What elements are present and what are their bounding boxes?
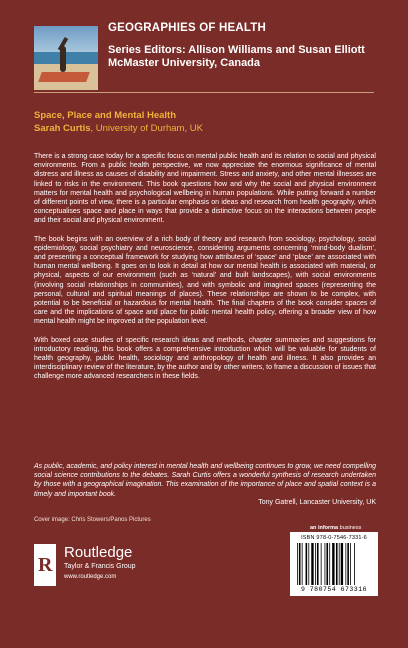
barcode-bar (325, 543, 326, 585)
barcode-bar (347, 543, 349, 585)
barcode-bar (354, 543, 355, 585)
author-affiliation: , University of Durham, UK (90, 123, 203, 134)
blurb-paragraph-1: There is a strong case today for a specific focus on mental public health and its relation to social and physical environments. From a public health perspective, we now appreciate the enormous significance of mental distress and illness as causes of disability and impairment. Stress and anxiety, and other mental illnesses are linked to risks in the environment. This book questions how and why the social and physical environment matters for mental health and psychological wellbeing in human populations. While putting forward a number of different points of view, there is a particular emphasis on ideas and research from health geography, which conceptualises space and place in ways that provide a distinctive focus on the interactions between people and their social and physical environment. (34, 153, 376, 225)
informa-brand: an informa (310, 525, 339, 531)
series-editors (108, 44, 398, 70)
barcode-bar (341, 543, 343, 585)
publisher-url: www.routledge.com (64, 574, 117, 580)
informa-suffix: business (339, 525, 362, 531)
barcode-icon (296, 543, 372, 585)
blurb-body (34, 152, 376, 391)
barcode-bar (306, 543, 308, 585)
author-name: Sarah Curtis (34, 123, 91, 134)
routledge-logo-icon (34, 544, 56, 586)
barcode-bar (302, 543, 303, 585)
publisher-name: Routledge (64, 544, 133, 561)
barcode-bar (326, 543, 328, 585)
barcode-panel (290, 532, 378, 596)
book-title: Space, Place and Mental Health (34, 110, 177, 121)
isbn-number: ISBN 978-0-7546-7331-6 (301, 535, 367, 541)
publisher-block (34, 544, 204, 596)
routledge-logo-letter: R (38, 554, 53, 576)
photo-sea (34, 52, 98, 64)
series-editors-line1: Series Editors: Allison Williams and Susan Elliott (108, 44, 365, 56)
barcode-bar (339, 543, 340, 585)
publisher-group: Taylor & Francis Group (64, 563, 136, 570)
barcode-bar (332, 543, 334, 585)
barcode-bar (311, 543, 313, 585)
photo-towel (38, 72, 90, 82)
barcode-bar (321, 543, 322, 585)
series-header (0, 14, 408, 92)
barcode-bar (308, 543, 309, 585)
cover-photo (34, 26, 98, 90)
barcode-bar (336, 543, 338, 585)
series-title: GEOGRAPHIES OF HEALTH (108, 22, 266, 34)
series-editors-line2: McMaster University, Canada (108, 57, 261, 69)
barcode-bar (315, 543, 316, 585)
header-divider (34, 92, 374, 93)
barcode-bar (297, 543, 298, 585)
barcode-bar (345, 543, 346, 585)
barcode-bar (329, 543, 330, 585)
photo-figure (60, 46, 66, 72)
barcode-bar (350, 543, 351, 585)
blurb-paragraph-2: The book begins with an overview of a rich body of theory and research from sociology, psychology, social epidemiology, social psychiatry and neuroscience, considering arguments concerning ‘mind-body dualism’, and presenting a conceptual framework for studying how attributes of ‘space’ and ‘place’ are associated with human mental wellbeing. It goes on to look in detail at how our mental health is associated with material, or physical, aspects of our environment (such as ‘natural’ and built landscapes), with social environments (involving social relationships in communities), and with symbolic and imagined spaces (representing the personal, cultural and spiritual meanings of places). These relationships are shown to be complex, with potential to be beneficial or hazardous for mental health. The final chapters of the book consider spaces of care and the implications of space and place for public mental health policy, offering a broader view of how mental health might be improved at the population level. (34, 235, 376, 326)
endorsement-quote: As public, academic, and policy interest in mental health and wellbeing continues to grow, we need compelling social science contributions to the debates. Sarah Curtis offers a wonderful synthesis of research undertaken by those with a geographical imagination. This examination of the importance of place and spatial context is a timely and important book. (34, 463, 376, 498)
cover-image-credit: Cover image: Chris Stowers/Panos Pictures (34, 517, 151, 523)
blurb-paragraph-3: With boxed case studies of specific research ideas and methods, chapter summaries and suggestions for introductory reading, this book offers a comprehensive introduction which will be valuable for students of health geography, public health, sociology and anthropology of health and illness. It also provides an interdisciplinary review of the literature, by the author and by other writers, to frame a discussion of issues that challenge more advanced researchers in these fields. (34, 336, 376, 381)
barcode-bar (317, 543, 319, 585)
barcode-digits: 9 780754 673316 (300, 586, 367, 593)
author-line (34, 123, 203, 134)
endorsement-attribution: Tony Gatrell, Lancaster University, UK (258, 499, 376, 506)
informa-business-tag (310, 525, 361, 531)
barcode-bar (299, 543, 301, 585)
